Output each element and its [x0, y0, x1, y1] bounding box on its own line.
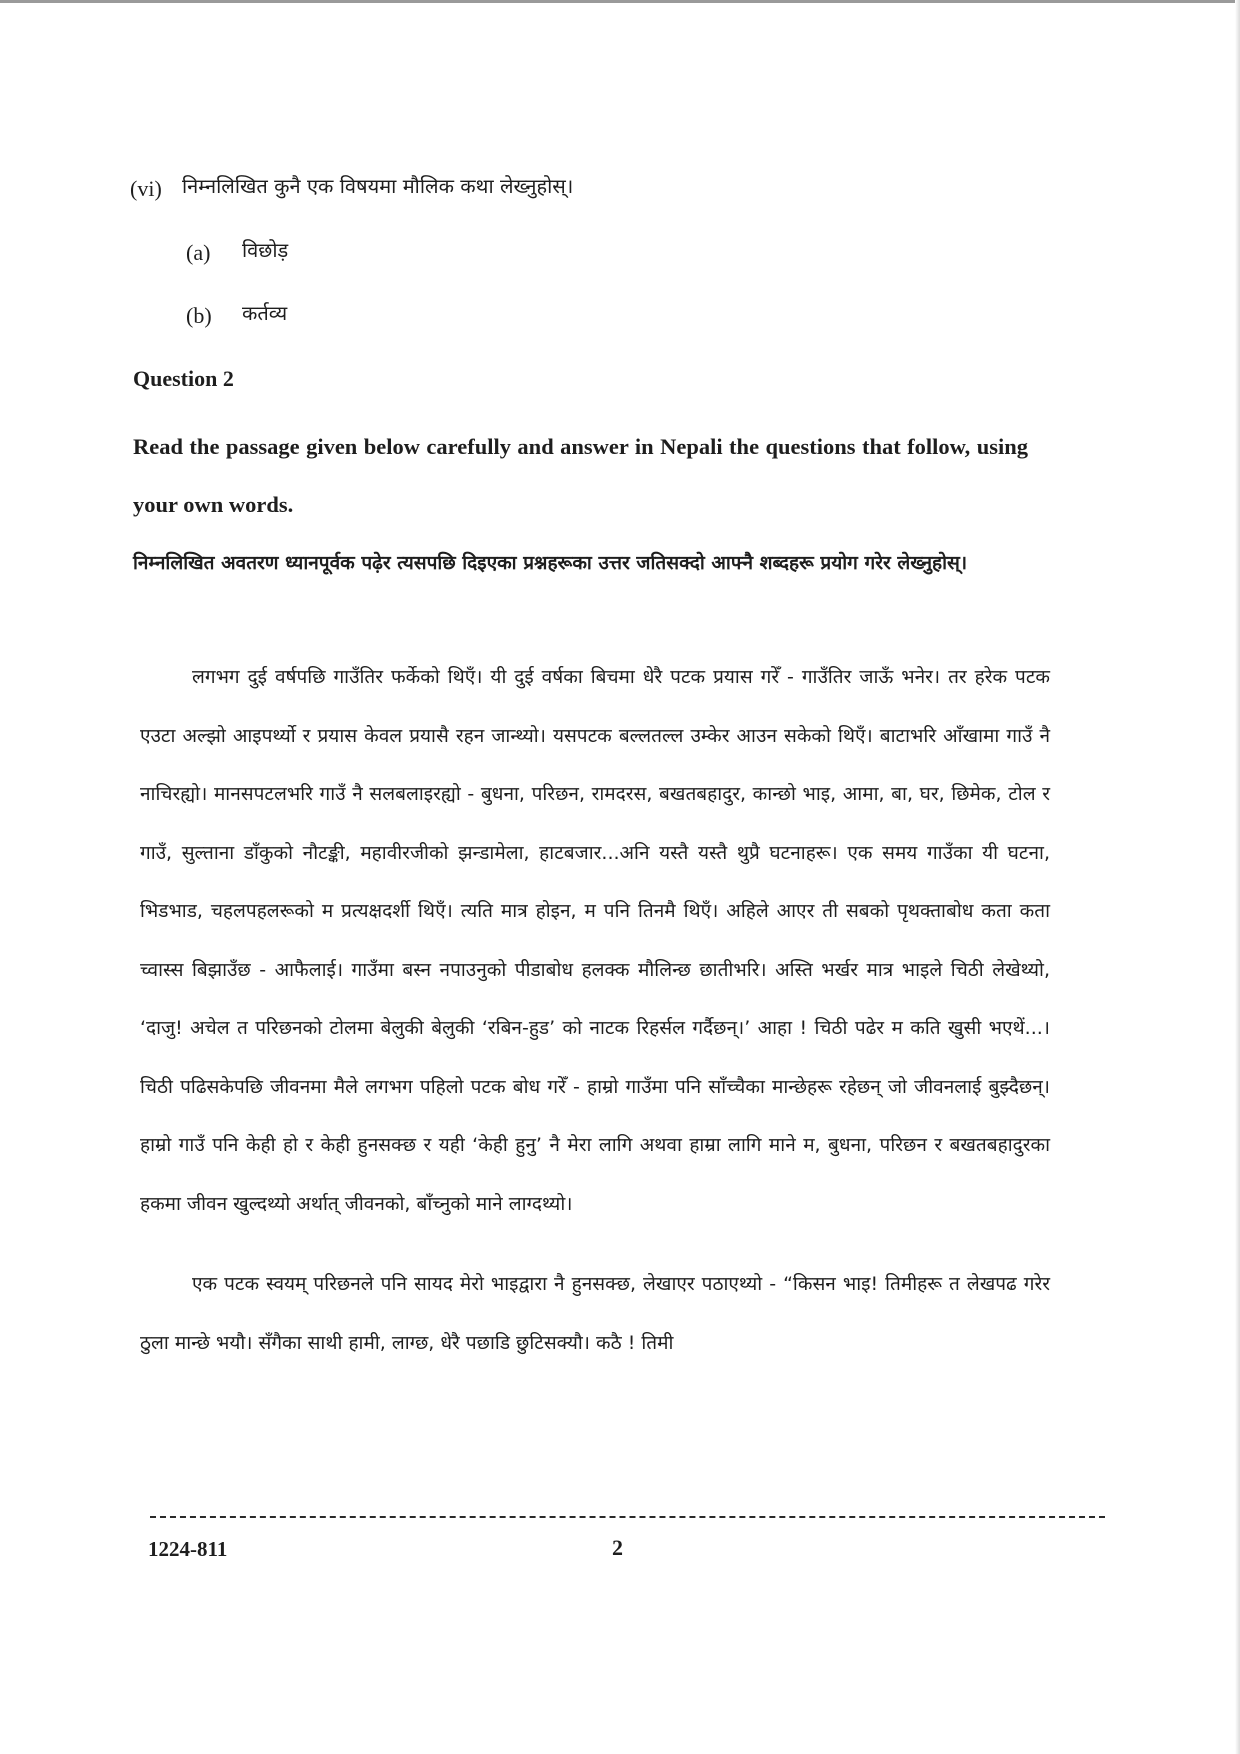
question-number: (vi) — [130, 176, 162, 201]
instruction-nepali: निम्नलिखित अवतरण ध्यानपूर्वक पढ़ेर त्यसपछि दिइएका प्रश्नहरूका उत्तर जतिसक्दो आफ्नै शब्दहरू प्रयोग गरेर लेख्नुहोस्। — [133, 552, 968, 574]
page-number: 2 — [612, 1535, 623, 1560]
option-a-text: विछोड़ — [242, 238, 289, 262]
option-b-label: (b) — [186, 303, 212, 328]
footer-divider — [150, 1516, 1105, 1518]
question-2-heading: Question 2 — [133, 366, 234, 391]
instruction-english: Read the passage given below carefully and answer in Nepali the questions that follow, using your own words. — [133, 434, 1028, 517]
paper-code: 1224-811 — [148, 1537, 228, 1561]
question-text: निम्नलिखित कुनै एक विषयमा मौलिक कथा लेख्नुहोस्। — [182, 174, 574, 198]
option-b-text: कर्तव्य — [242, 301, 288, 325]
passage-paragraph-2: एक पटक स्वयम् परिछनले पनि सायद मेरो भाइद्वारा नै हुनसक्छ, लेखाएर पठाएथ्यो - “किसन भाइ! तिमीहरू त लेखपढ गरेर ठुला मान्छे भयौ। सँगैका साथी हामी, लाग्छ, धेरै पछाडि छुटिसक्यौ। कठै ! तिमी — [140, 1273, 1050, 1354]
option-a-label: (a) — [186, 240, 211, 265]
passage-paragraph-1: लगभग दुई वर्षपछि गाउँतिर फर्केको थिएँ। यी दुई वर्षका बिचमा धेरै पटक प्रयास गरेँ - गाउँतिर जाऊँ भनेर। तर हरेक पटक एउटा अल्झो आइपर्थ्यो र प्रयास केवल प्रयासै रहन जान्थ्यो। यसपटक बल्लतल्ल उम्केर आउन सकेको थिएँ। बाटाभरि आँखामा गाउँ नै नाचिरह्यो। मानसपटलभरि गाउँ नै सलबलाइरह्यो - बुधना, परिछन, रामदरस, बखतबहादुर, कान्छो भाइ, आमा, बा, घर, छिमेक, टोल र गाउँ, सुल्ताना डाँकुको नौटङ्की, महावीरजीको झन्डामेला, हाटबजार...अनि यस्तै यस्तै थुप्रै घटनाहरू। एक समय गाउँका यी घटना, भिडभाड, चहलपहलरूको म प्रत्यक्षदर्शी थिएँ। त्यति मात्र होइन, म पनि तिनमै थिएँ। अहिले आएर ती सबको पृथक्ताबोध कता कता च्वास्स बिझाउँछ - आफैलाई। गाउँमा बस्न नपाउनुको पीडाबोध हलक्क मौलिन्छ छातीभरि। अस्ति भर्खर मात्र भाइले चिठी लेखेथ्यो, ‘दाजु! अचेल त परिछनको टोलमा बेलुकी बेलुकी ‘रबिन-हुड’ को नाटक रिहर्सल गर्दैछन्।’ आहा ! चिठी पढेर म कति खुसी भएथें...। चिठी पढिसकेपछि जीवनमा मैले लगभग पहिलो पटक बोध गरेँ - हाम्रो गाउँमा पनि साँच्चैका मान्छेहरू रहेछन् जो जीवनलाई बुझ्दैछन्। हाम्रो गाउँ पनि केही हो र केही हुनसक्छ र यही ‘केही हुनु’ नै मेरा लागि अथवा हाम्रा लागि माने म, बुधना, परिछन र बखतबहादुरका हकमा जीवन खुल्दथ्यो अर्थात् जीवनको, बाँच्नुको माने लाग्दथ्यो। — [140, 666, 1050, 1215]
passage — [140, 648, 1050, 1372]
